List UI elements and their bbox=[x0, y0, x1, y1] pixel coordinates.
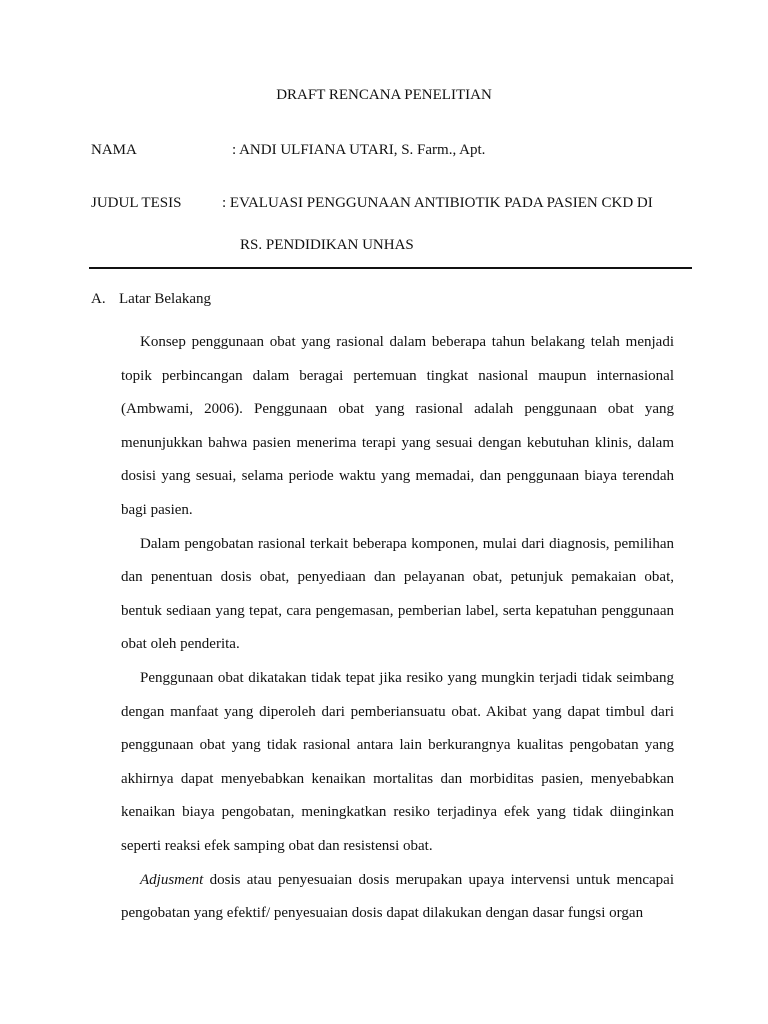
nama-value: : ANDI ULFIANA UTARI, S. Farm., Apt. bbox=[232, 142, 486, 158]
paragraph-1: Konsep penggunaan obat yang rasional dalam beberapa tahun belakang telah menjadi topik perbincangan dalam beragai pertemuan tingkat nasional maupun internasional (Ambwami, 2006). Penggunaan obat yang rasional adalah penggunaan obat yang menunjukkan bahwa pasien menerima terapi yang sesuai dengan kebutuhan klinis, dalam dosisi yang sesuai, selama periode waktu yang memadai, dan penggunaan biaya terendah bagi pasien. bbox=[121, 334, 674, 518]
section-heading bbox=[91, 291, 211, 308]
judul-value-line1: : EVALUASI PENGGUNAAN ANTIBIOTIK PADA PASIEN CKD DI bbox=[222, 195, 653, 211]
nama-label: NAMA bbox=[91, 142, 137, 158]
horizontal-rule bbox=[89, 267, 692, 269]
judul-label: JUDUL TESIS bbox=[91, 195, 182, 211]
body-text bbox=[121, 326, 674, 931]
paragraph-3: Penggunaan obat dikatakan tidak tepat jika resiko yang mungkin terjadi tidak seimbang dengan manfaat yang diperoleh dari pemberiansuatu obat. Akibat yang dapat timbul dari penggunaan obat yang tidak rasional antara lain berkurangnya kualitas pengobatan yang akhirnya dapat menyebabkan kenaikan mortalitas dan morbiditas pasien, menyebabkan kenaikan biaya pengobatan, meningkatkan resiko terjadinya efek yang tidak diinginkan seperti reaksi efek samping obat dan resistensi obat. bbox=[121, 669, 674, 854]
section-number: A. bbox=[91, 291, 106, 307]
paragraph-4-text: dosis atau penyesuaian dosis merupakan upaya intervensi untuk mencapai pengobatan yang efektif/ penyesuaian dosis dapat dilakukan dengan dasar fungsi organ bbox=[121, 871, 674, 922]
judul-value-line2: RS. PENDIDIKAN UNHAS bbox=[240, 237, 414, 253]
section-title: Latar Belakang bbox=[119, 291, 212, 307]
document-title: DRAFT RENCANA PENELITIAN bbox=[276, 87, 492, 103]
paragraph-2: Dalam pengobatan rasional terkait beberapa komponen, mulai dari diagnosis, pemilihan dan penentuan dosis obat, penyediaan dan pelayanan obat, petunjuk pemakaian obat, bentuk sediaan yang tepat, cara pengemasan, pemberian label, serta kepatuhan penggunaan obat oleh penderita. bbox=[121, 535, 674, 653]
paragraph-4 bbox=[121, 864, 674, 931]
italic-term: Adjusment bbox=[140, 871, 204, 888]
